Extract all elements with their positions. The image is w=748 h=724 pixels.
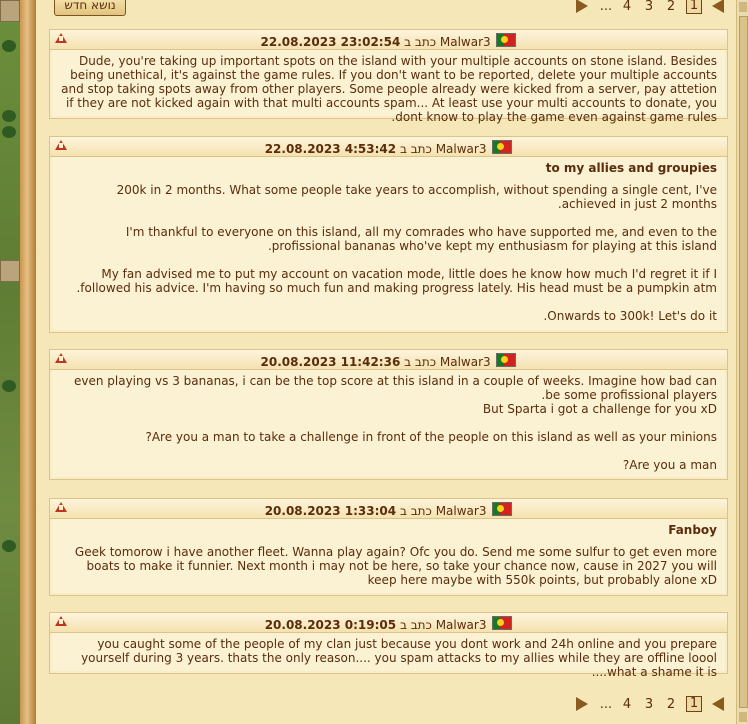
post-date: 20.08.2023 11:42:36 — [260, 355, 401, 369]
forum-post — [49, 612, 728, 679]
post-paragraph: even playing vs 3 bananas, i can be the top score at this island in a couple of weeks. Imagine how bad can be some profissional players. — [73, 374, 717, 402]
forum-post — [49, 498, 728, 596]
page-link[interactable]: 4 — [622, 0, 632, 14]
pagination-ellipsis: ... — [599, 0, 613, 14]
posted-at-label: כתב ב — [404, 35, 437, 49]
game-world-strip — [0, 0, 20, 724]
pagination-ellipsis: ... — [599, 696, 613, 712]
post-title: to my allies and groupies — [545, 161, 717, 175]
post-body — [50, 370, 727, 476]
next-page-arrow-icon[interactable] — [576, 0, 588, 13]
portugal-flag-icon — [496, 353, 516, 367]
new-topic-button[interactable]: נושא חדש — [54, 0, 126, 16]
prev-page-arrow-icon[interactable] — [712, 0, 724, 13]
posted-at-label: כתב ב — [399, 504, 432, 518]
tree — [2, 380, 16, 392]
post-header — [50, 499, 727, 519]
post-paragraph: My fan advised me to put my account on vacation mode, little does he know how much I'd regret it if I followed his advice. I'm having so much fun and making progress lately. His head must be a pumpkin atm. — [76, 267, 717, 295]
window-frame — [20, 0, 37, 724]
forum-post — [49, 349, 728, 480]
tree — [2, 126, 16, 138]
page-link[interactable]: 2 — [666, 0, 676, 14]
post-paragraph: 200k in 2 months. What some people take years to accomplish, without spending a single cent, I've achieved in just 2 months. — [116, 183, 717, 211]
post-paragraph: But Sparta i got a challenge for you xD — [482, 402, 717, 416]
post-body — [50, 50, 727, 128]
post-header — [50, 350, 727, 370]
page-link[interactable]: 3 — [644, 696, 654, 712]
tree — [2, 540, 16, 552]
post-paragraph: Are you a man? — [622, 458, 717, 472]
forum-post — [49, 29, 728, 124]
post-header — [50, 613, 727, 633]
town-wall — [0, 0, 20, 22]
posted-at-label: כתב ב — [399, 142, 432, 156]
page-link[interactable]: 2 — [666, 696, 676, 712]
pagination-bottom — [576, 695, 724, 713]
posted-at-label: כתב ב — [399, 618, 432, 632]
post-body — [50, 157, 727, 327]
next-page-arrow-icon[interactable] — [576, 697, 588, 711]
post-paragraph: Onwards to 300k! Let's do it. — [543, 309, 717, 323]
post-author[interactable]: Malwar3 — [435, 142, 487, 156]
current-page: 1 — [686, 0, 702, 14]
post-body — [50, 519, 727, 591]
post-header — [50, 30, 727, 50]
portugal-flag-icon — [492, 616, 512, 630]
post-date: 20.08.2023 1:33:04 — [264, 504, 397, 518]
post-date: 22.08.2023 4:53:42 — [264, 142, 397, 156]
scrollbar[interactable] — [736, 0, 748, 724]
post-author[interactable]: Malwar3 — [439, 355, 491, 369]
post-author[interactable]: Malwar3 — [439, 35, 491, 49]
pagination-top — [576, 0, 724, 15]
post-date: 22.08.2023 23:02:54 — [260, 35, 401, 49]
posted-at-label: כתב ב — [404, 355, 437, 369]
page-link[interactable]: 4 — [622, 696, 632, 712]
post-paragraph: Are you a man to take a challenge in front of the people on this island as well as your minions? — [145, 430, 717, 444]
scroll-down-arrow-icon[interactable] — [739, 712, 747, 722]
page-link[interactable]: 3 — [644, 0, 654, 14]
post-author[interactable]: Malwar3 — [435, 504, 487, 518]
post-header — [50, 137, 727, 157]
tree — [2, 110, 16, 122]
post-paragraph: you caught some of the people of my clan just because you dont work and 24h online and you prepare yourself during 3 years. thats the only reason.... you spam attacks to my allies while they are offline loool what a shame it is.... — [81, 637, 717, 679]
post-title: Fanboy — [668, 523, 717, 537]
post-author[interactable]: Malwar3 — [435, 618, 487, 632]
prev-page-arrow-icon[interactable] — [712, 697, 724, 711]
portugal-flag-icon — [492, 140, 512, 154]
scroll-up-arrow-icon[interactable] — [739, 2, 747, 12]
portugal-flag-icon — [492, 502, 512, 516]
town-wall — [0, 260, 20, 282]
tree — [2, 40, 16, 52]
post-date: 20.08.2023 0:19:05 — [264, 618, 397, 632]
scrollbar-thumb[interactable] — [739, 16, 748, 708]
forum-post — [49, 136, 728, 333]
post-paragraph: I'm thankful to everyone on this island, all my comrades who have supported me, and even to the profissional bananas who've kept my enthusiasm for playing at this island. — [125, 225, 717, 253]
current-page: 1 — [686, 696, 702, 712]
post-paragraph: Dude, you're taking up important spots on the island with your multiple accounts on stone island. Besides being unethical, it's against the game rules. If you don't want to be reported, delete your multiple accounts and stop taking spots away from other players. Some people already were kicked from a server, pay attetion if they are not kicked again with that multi accounts spam... At least use your multi accounts to donate, you dont know to play the game even against game rules. — [61, 54, 717, 124]
post-body — [50, 633, 727, 683]
post-paragraph: Geek tomorow i have another fleet. Wanna play again? Ofc you do. Send me some sulfur to get even more boats to make it funnier. Next month i may not be here, so take your chance now, cause in 2027 you will keep here maybe with 550k points, but probably alone xD — [74, 545, 717, 587]
portugal-flag-icon — [496, 33, 516, 47]
